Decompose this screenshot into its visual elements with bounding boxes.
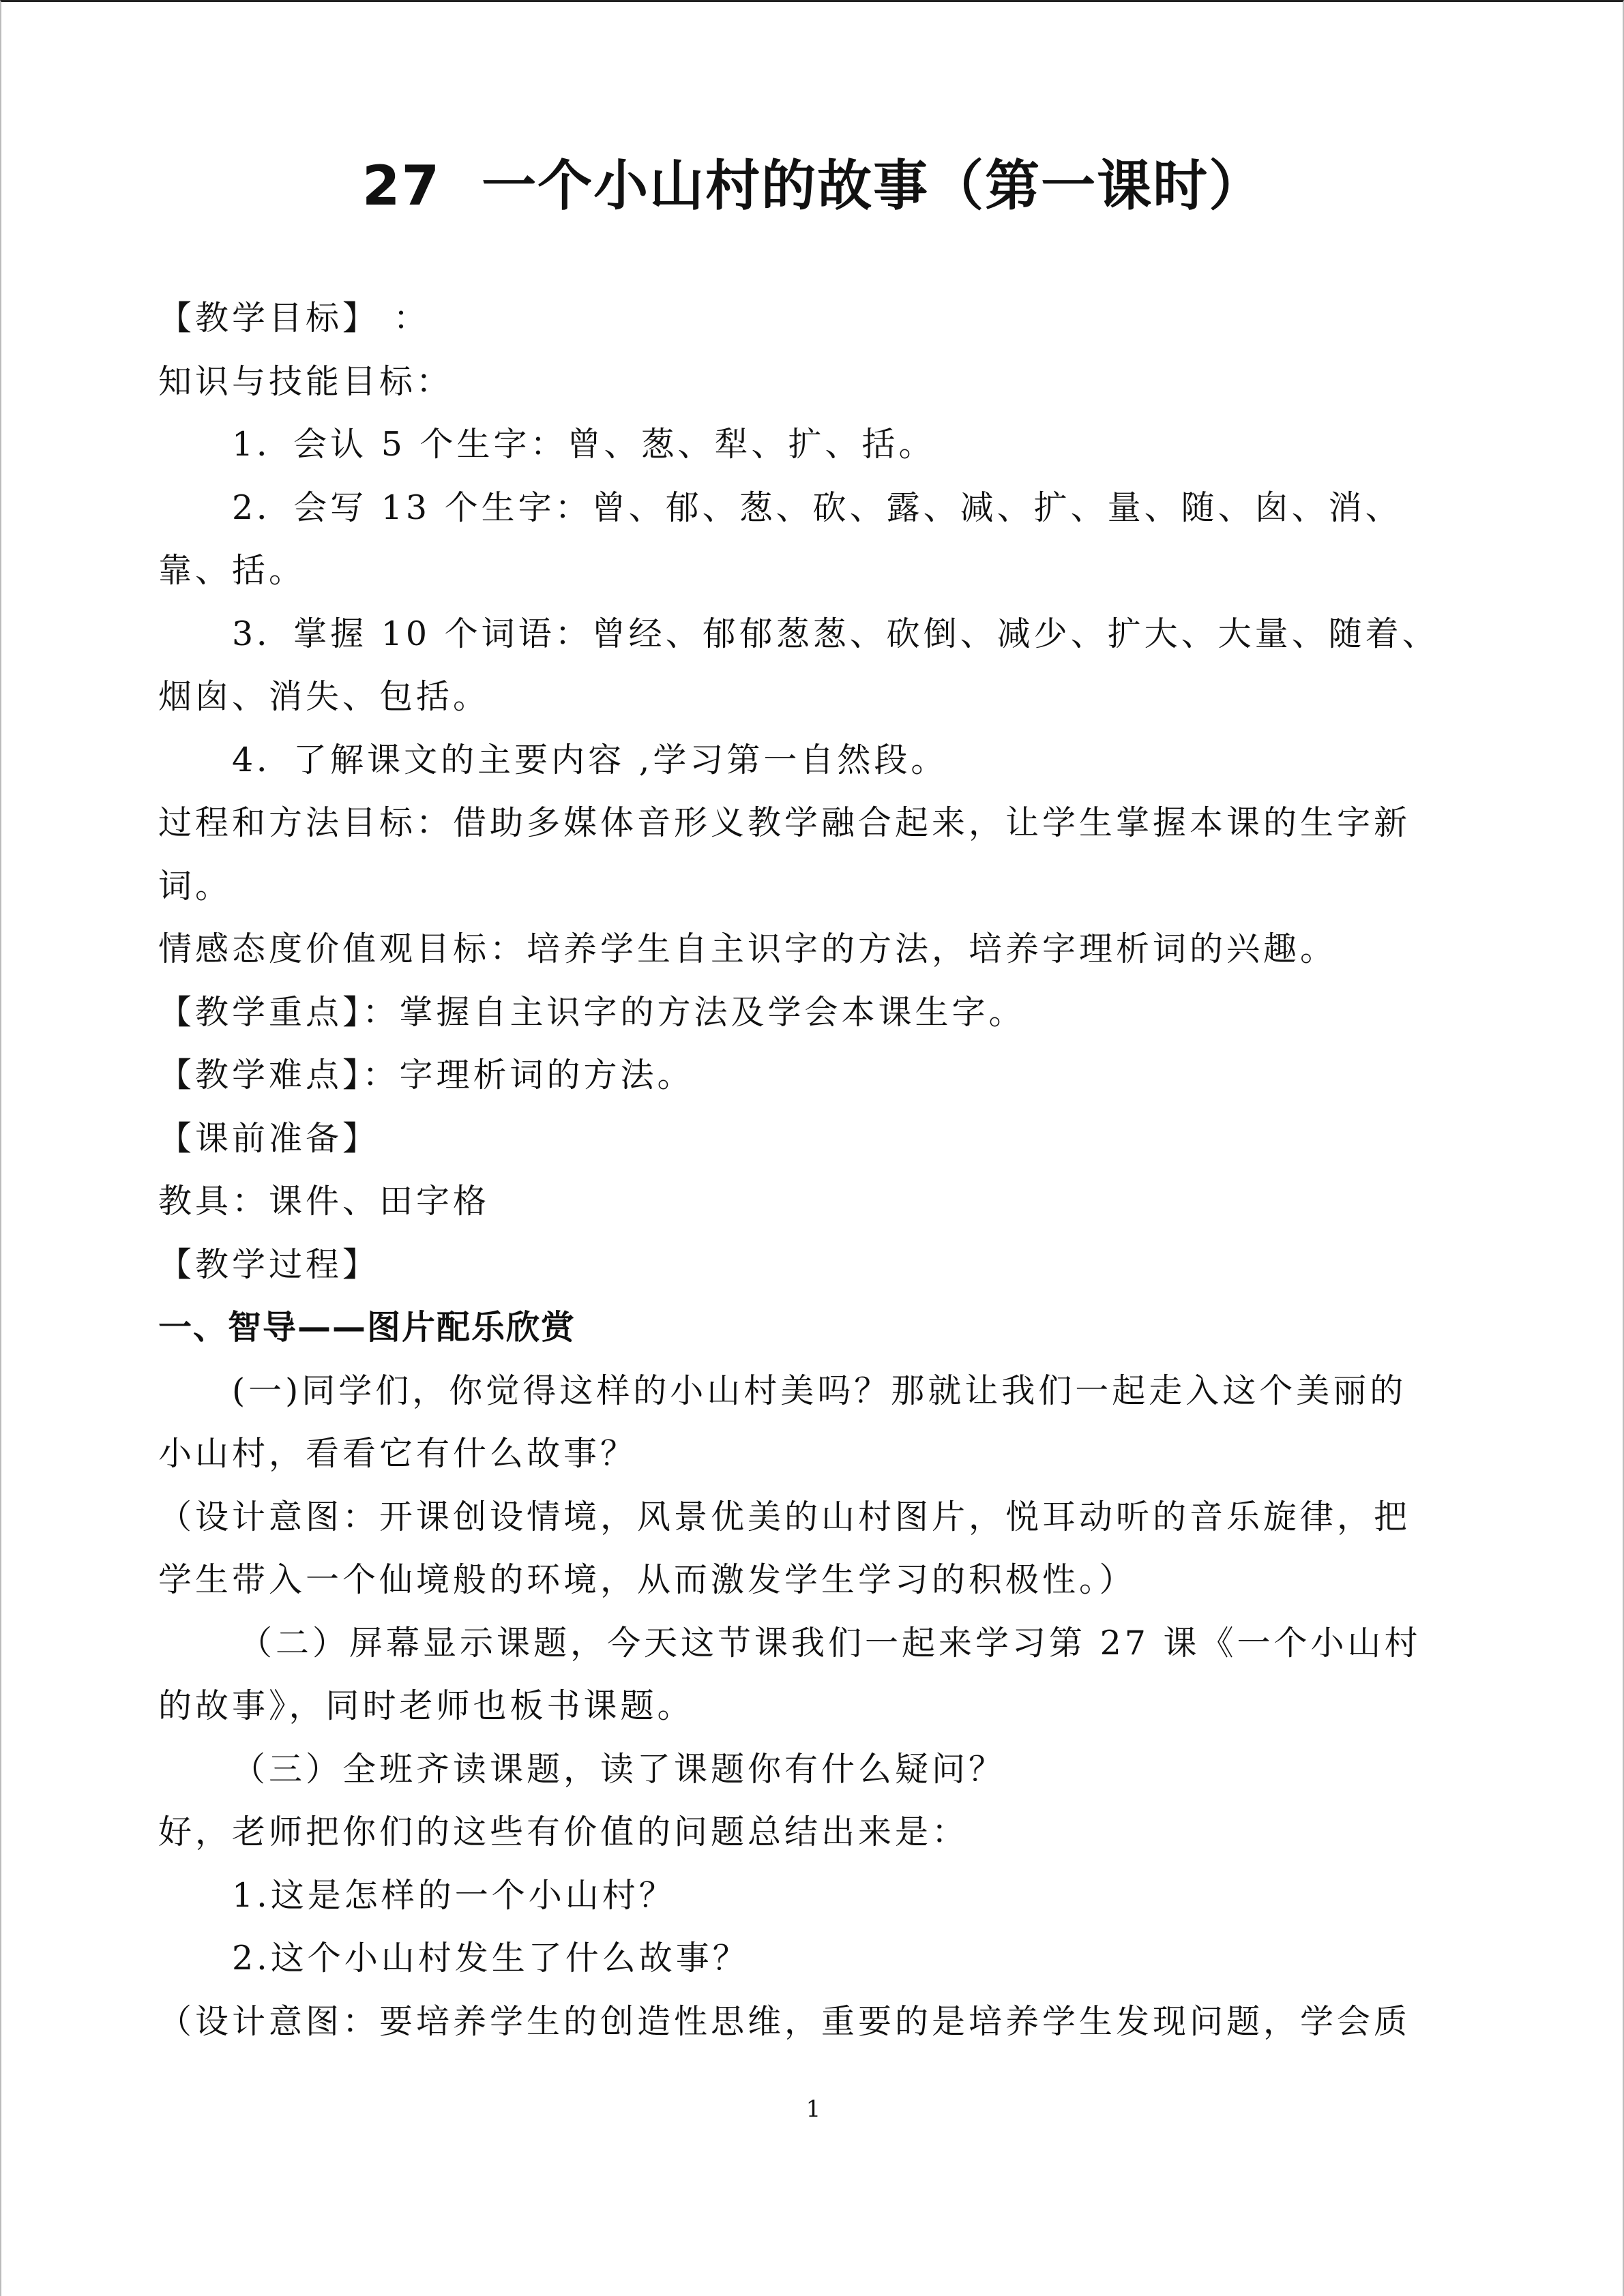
question-1: 1.这是怎样的一个小山村？ (232, 1875, 676, 1915)
goal-item-1: 1．会认 5 个生字：曾、葱、犁、扩、括。 (232, 425, 936, 464)
step-one-part-3: （三）全班齐读课题，读了课题你有什么疑问？ (232, 1749, 1006, 1789)
page-number: 1 (806, 2096, 821, 2123)
section-label-preparation: 【课前准备】 (158, 1118, 380, 1158)
goal-item-3: 3．掌握 10 个词语：曾经、郁郁葱葱、砍倒、减少、扩大、大量、随着、 (232, 614, 1439, 653)
step-one-part-2-continued: 的故事》，同时老师也板书课题。 (158, 1686, 694, 1725)
teaching-key-point: 【教学重点】：掌握自主识字的方法及学会本课生字。 (158, 992, 1026, 1032)
goal-item-2-continued: 靠、括。 (158, 551, 306, 590)
step-one-heading: 一、智导——图片配乐欣赏 (158, 1308, 576, 1347)
design-intent-1: （设计意图：开课创设情境，风景优美的山村图片，悦耳动听的音乐旋律，把 (158, 1497, 1411, 1536)
document-body (158, 287, 1475, 2053)
knowledge-skill-goals-label: 知识与技能目标： (158, 361, 454, 401)
section-label-objectives: 【教学目标】 ： (158, 299, 430, 338)
emotion-value-goal: 情感态度价值观目标：培养学生自主识字的方法，培养字理析词的兴趣。 (158, 929, 1338, 968)
page-title (1, 149, 1624, 224)
teaching-difficulty: 【教学难点】：字理析词的方法。 (158, 1056, 694, 1094)
step-one-part-1-continued: 小山村，看看它有什么故事？ (158, 1434, 638, 1473)
design-intent-2: （设计意图：要培养学生的创造性思维，重要的是培养学生发现问题，学会质 (158, 2001, 1411, 2041)
section-label-process: 【教学过程】 (158, 1244, 380, 1284)
step-one-part-1: (一)同学们，你觉得这样的小山村美吗？那就让我们一起走入这个美丽的 (232, 1371, 1407, 1410)
lesson-number: 27 (361, 154, 441, 218)
step-one-part-2: （二）屏幕显示课题，今天这节课我们一起来学习第 27 课《一个小山村 (239, 1623, 1421, 1663)
design-intent-1-continued: 学生带入一个仙境般的环境，从而激发学生学习的积极性。） (158, 1560, 1136, 1599)
process-method-goal-continued: 词。 (158, 866, 233, 906)
teacher-summary: 好，老师把你们的这些有价值的问题总结出来是： (158, 1813, 969, 1851)
teaching-aids: 教具：课件、田字格 (158, 1182, 490, 1221)
goal-item-3-continued: 烟囱、消失、包括。 (158, 677, 490, 716)
process-method-goal: 过程和方法目标：借助多媒体音形义教学融合起来，让学生掌握本课的生字新 (158, 803, 1411, 842)
goal-item-2: 2．会写 13 个生字：曾、郁、葱、砍、露、减、扩、量、随、囱、消、 (232, 488, 1402, 527)
goal-item-4: 4．了解课文的主要内容 ,学习第一自然段。 (232, 740, 948, 779)
lesson-title: 一个小山村的故事（第一课时） (482, 154, 1265, 218)
question-2: 2.这个小山村发生了什么故事？ (232, 1939, 750, 1978)
